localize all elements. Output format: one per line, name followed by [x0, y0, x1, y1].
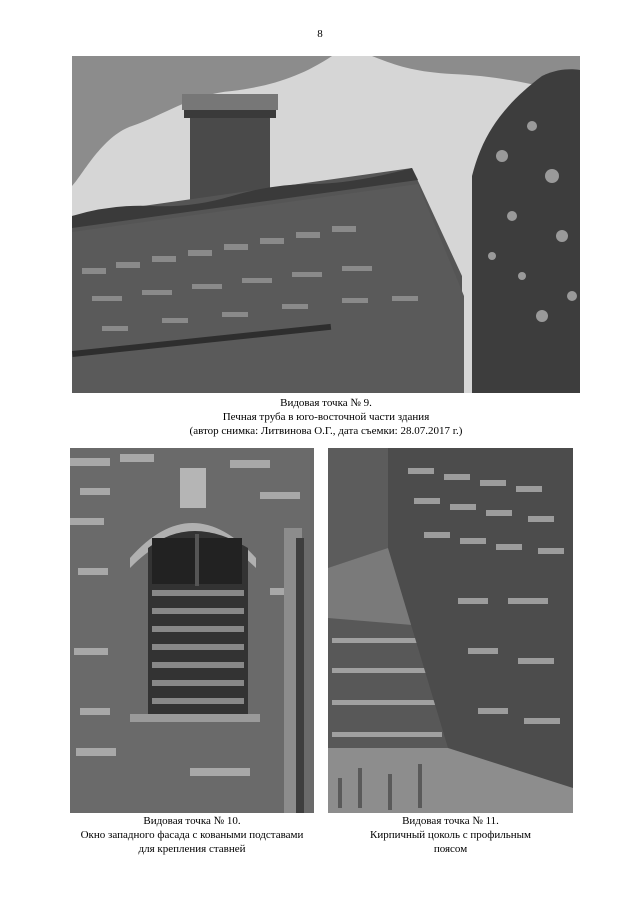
caption-line: Кирпичный цоколь с профильным [369, 829, 531, 841]
caption-line: (автор снимка: Литвинова О.Г., дата съемки: 28.07.2017 г.) [189, 425, 463, 437]
chimney-photo-image [72, 56, 580, 393]
photo-window [70, 448, 314, 813]
caption-title: Видовая точка № 11. [402, 815, 499, 827]
window-photo-image [70, 448, 314, 813]
caption-photo-10 [50, 814, 334, 856]
caption-line: для крепления ставней [138, 843, 246, 855]
caption-line: Печная труба в юго-восточной части здания [222, 411, 430, 423]
caption-line: Окно западного фасада с коваными подставами [80, 829, 304, 841]
caption-photo-9 [72, 396, 580, 438]
caption-title: Видовая точка № 9. [280, 397, 372, 409]
photo-plinth [328, 448, 573, 813]
caption-title: Видовая точка № 10. [143, 815, 241, 827]
photo-chimney [72, 56, 580, 393]
caption-line: поясом [433, 843, 468, 855]
plinth-photo-image [328, 448, 573, 813]
page-number: 8 [317, 28, 323, 40]
caption-photo-11 [328, 814, 573, 856]
